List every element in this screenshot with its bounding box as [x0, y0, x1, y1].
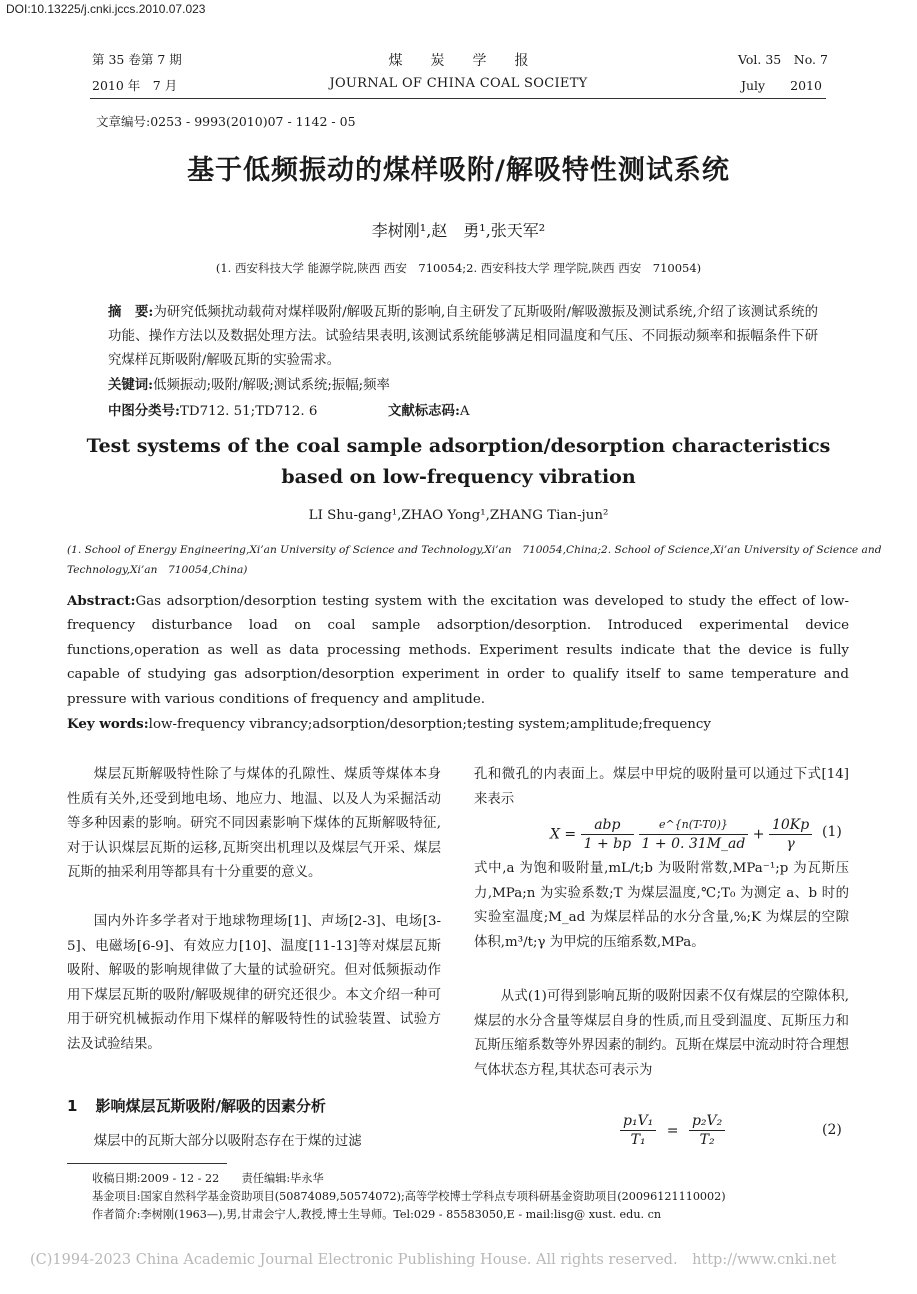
eq1-f1-numerator: abp — [581, 816, 634, 835]
abstract-cn-label: 摘 要: — [108, 304, 154, 320]
footnote-rule — [67, 1163, 227, 1164]
header-date-cn: 2010 年 7 月 — [92, 78, 178, 93]
eq2-right-denominator: T₂ — [699, 1132, 715, 1148]
eq1-f2-denominator: 1 + 0. 31M_ad — [641, 836, 746, 852]
body-right-para1: 孔和微孔的内表面上。煤层中甲烷的吸附量可以通过下式[14]来表示 — [474, 767, 849, 807]
clc-label: 中图分类号: — [108, 403, 180, 419]
eq1-lhs: X = — [550, 826, 577, 843]
footnote-author: 作者简介:李树刚(1963—),男,甘肃会宁人,教授,博士生导师。Tel:029 - 85583050,E - mail:lisg@ xust. edu. cn — [92, 1208, 662, 1221]
doc-code-label: 文献标志码: — [388, 403, 460, 419]
eq2-left-fraction — [620, 1112, 656, 1149]
keywords-en — [67, 712, 849, 737]
eq1-fraction-2 — [639, 816, 749, 853]
header-volume-cn: 第 35 卷第 7 期 — [92, 52, 182, 67]
title-en-line1: Test systems of the coal sample adsorption/desorption characteristics — [86, 435, 831, 457]
body-right-para3: 从式(1)可得到影响瓦斯的吸附因素不仅有煤层的空隙体积,煤层的水分含量等煤层自身的性质,而且受到温度、瓦斯压力和瓦斯压缩系数等外界因素的制约。瓦斯在煤层中流动时符合理想气体状态方程,其状态可表示为 — [474, 989, 849, 1078]
footnote-received: 收稿日期:2009 - 12 - 22 责任编辑:毕永华 — [92, 1172, 324, 1185]
section-heading-1 — [67, 1095, 326, 1116]
equation-2-number: (2) — [822, 1122, 842, 1138]
header-journal-en: JOURNAL OF CHINA COAL SOCIETY — [329, 76, 588, 91]
body-left-para1: 煤层瓦斯解吸特性除了与煤体的孔隙性、煤质等煤体本身性质有关外,还受到地电场、地应力、地温、以及人为采掘活动等多种因素的影响。研究不同因素影响下煤体的瓦斯解吸特征,对于认识煤层瓦斯的运移,瓦斯突出机理以及煤层气开采、煤层瓦斯的抽采利用等都具有十分重要的意义。 — [67, 767, 441, 880]
affiliation-cn: (1. 西安科技大学 能源学院,陕西 西安 710054;2. 西安科技大学 理学院,陕西 西安 710054) — [215, 261, 702, 275]
clc-code — [108, 400, 317, 419]
eq1-f1-denominator: 1 + bp — [583, 836, 632, 852]
equation-1-number: (1) — [822, 824, 842, 840]
title-en-line2: based on low-frequency vibration — [281, 466, 636, 488]
keywords-en-text: low-frequency vibrancy;adsorption/desorption;testing system;amplitude;frequency — [148, 717, 711, 732]
abstract-en-label: Abstract: — [67, 593, 136, 609]
abstract-cn — [108, 300, 818, 373]
eq1-f3-numerator: 10Kp — [769, 816, 812, 835]
affiliation-en-line1: (1. School of Energy Engineering,Xi’an University of Science and Technology,Xi’an 710054,China;2. School of Science,Xi’an University of Science and — [67, 544, 882, 556]
abstract-en-text: Gas adsorption/desorption testing system with the excitation was developed to study the effect of low-frequency disturbance load on coal sample adsorption/desorption. Introduced experimental device functions,operation as well as data processing methods. Experiment results indicate that the device is fully capable of studying gas adsorption/desorption experiment in order to qualify itself to same temperature and pressure with various conditions of frequency and amplitude. — [67, 594, 849, 707]
eq2-right-fraction — [689, 1112, 725, 1149]
abstract-en — [67, 589, 849, 712]
eq2-left-denominator: T₁ — [630, 1132, 646, 1148]
doi: DOI:10.13225/j.cnki.jccs.2010.07.023 — [6, 2, 206, 16]
keywords-cn-label: 关键词: — [108, 377, 154, 393]
eq2-right-numerator: p₂V₂ — [689, 1112, 725, 1131]
body-left-para3: 煤层中的瓦斯大部分以吸附态存在于煤的过滤 — [93, 1134, 362, 1149]
doc-code-value: A — [459, 404, 470, 419]
keywords-cn-text: 低频振动;吸附/解吸;测试系统;振幅;频率 — [153, 378, 390, 393]
clc-value: TD712. 51;TD712. 6 — [179, 404, 318, 419]
abstract-cn-text: 为研究低频扰动载荷对煤样吸附/解吸瓦斯的影响,自主研发了瓦斯吸附/解吸激振及测试系统,介绍了该测试系统的功能、操作方法以及数据处理方法。试验结果表明,该测试系统能够满足相同温度和气压、不同振动频率和振幅条件下研究煤样瓦斯吸附/解吸瓦斯的实验需求。 — [108, 305, 818, 368]
equation-1 — [550, 816, 812, 853]
eq1-f3-denominator: γ — [786, 836, 795, 852]
header-rule — [90, 98, 826, 99]
eq2-left-numerator: p₁V₁ — [620, 1112, 656, 1131]
body-right-para2: 式中,a 为饱和吸附量,mL/t;b 为吸附常数,MPa⁻¹;p 为瓦斯压力,MPa;n 为实验系数;T 为煤层温度,℃;T₀ 为测定 a、b 时的实验室温度;M_ad 为煤层样品的水分含量,%;K 为煤层的空隙体积,m³/t;γ 为甲烷的压缩系数,MPa。 — [474, 861, 849, 950]
footnote-fund: 基金项目:国家自然科学基金资助项目(50874089,50574072);高等学校博士学科点专项科研基金资助项目(20096121110002) — [92, 1190, 726, 1203]
equation-2 — [620, 1112, 725, 1149]
authors-cn: 李树刚¹,赵 勇¹,张天军² — [371, 221, 546, 240]
section-title: 影响煤层瓦斯吸附/解吸的因素分析 — [95, 1097, 326, 1115]
eq1-f2-numerator: e^{n(T-T0)} — [639, 816, 749, 835]
header-date-en: July 2010 — [741, 78, 822, 93]
eq1-fraction-1 — [581, 816, 634, 853]
affiliation-en-line2: Technology,Xi’an 710054,China) — [67, 564, 248, 576]
keywords-cn — [108, 374, 390, 393]
title-cn: 基于低频振动的煤样吸附/解吸特性测试系统 — [187, 155, 730, 186]
eq1-plus: + — [752, 826, 765, 843]
document-code — [388, 400, 470, 419]
body-left-para2: 国内外许多学者对于地球物理场[1]、声场[2-3]、电场[3-5]、电磁场[6-9]、有效应力[10]、温度[11-13]等对煤层瓦斯吸附、解吸的影响规律做了大量的试验研究。但对低频振动作用下煤层瓦斯的吸附/解吸规律的研究还很少。本文介绍一种可用于研究机械振动作用下煤样的解吸特性的试验装置、试验方法及试验结果。 — [67, 914, 441, 1052]
copyright-watermark: (C)1994-2023 China Academic Journal Electronic Publishing House. All rights reserved. http://www.cnki.net — [30, 1252, 837, 1268]
header-volume-en: Vol. 35 No. 7 — [738, 52, 828, 67]
authors-en: LI Shu-gang¹,ZHAO Yong¹,ZHANG Tian-jun² — [308, 508, 609, 523]
eq1-fraction-3 — [769, 816, 812, 853]
article-number: 文章编号:0253 - 9993(2010)07 - 1142 - 05 — [96, 114, 356, 129]
header-journal-cn: 煤 炭 学 报 — [388, 53, 529, 69]
section-number: 1 — [67, 1097, 78, 1115]
eq2-equals: = — [666, 1122, 679, 1139]
keywords-en-label: Key words: — [67, 716, 149, 732]
